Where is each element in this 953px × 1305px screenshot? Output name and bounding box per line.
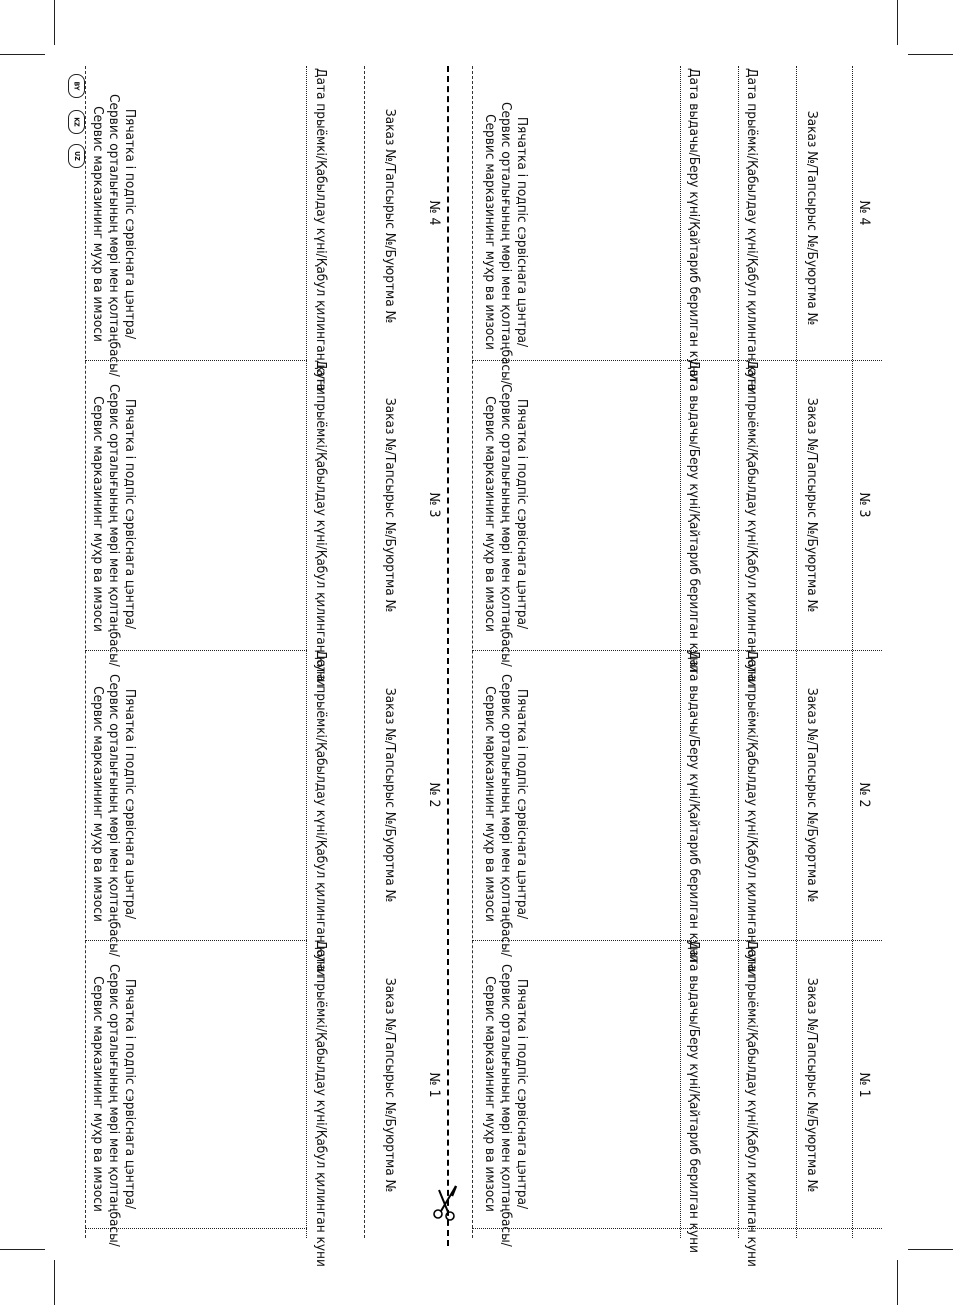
language-badge-by: BY [68,74,85,98]
date-received-label: Дата прыёмкі/Қабылдау күні/Қабул қилинган куни [313,650,329,977]
order-number-label: Заказ №/Тапсырыс №/Буюртма № [382,687,398,903]
column-divider [472,66,473,1238]
scissors-icon [430,1182,464,1222]
column-divider [852,66,853,1238]
crop-mark [897,1260,898,1305]
coupon-divider [472,360,882,361]
crop-mark [908,54,953,55]
stamp-signature-label: Пячатка і подпіс сэрвіснага цэнтра/ Сервис орталығының мөрі мен қолтаңбасы/ Сервис марказининг муҳр ва имзоси [90,384,138,667]
coupon-number: № 1 [856,1072,872,1098]
column-divider [364,66,365,1238]
date-issued-label: Дата выдачы/Беру күні/Қайтариб берилган куни [686,68,702,381]
coupon-divider [472,650,882,651]
date-received-label: Дата прыёмкі/Қабылдау күні/Қабул қилинган куни [313,360,329,687]
order-number-label: Заказ №/Тапсырыс №/Буюртма № [804,397,820,613]
crop-mark [0,54,45,55]
stamp-signature-label: Пячатка і подпіс сэрвіснага цэнтра/ Сервис орталығының мөрі мен қолтаңбасы/ Сервис марказининг муҳр ва имзоси [482,964,530,1247]
date-received-label: Дата прыёмкі/Қабылдау күні/Қабул қилинган куни [744,360,760,687]
cut-line [447,66,449,1246]
date-issued-label: Дата выдачы/Беру күні/Қайтариб берилган куни [686,650,702,963]
crop-mark [0,1249,45,1250]
date-issued-label: Дата выдачы/Беру күні/Қайтариб берилган куни [686,360,702,673]
coupon-number: № 1 [426,1072,442,1098]
order-number-label: Заказ №/Тапсырыс №/Буюртма № [804,110,820,326]
stamp-signature-label: Пячатка і подпіс сэрвіснага цэнтра/ Сервис орталығының мөрі мен қолтаңбасы/ Сервис марказининг муҳр ва имзоси [90,94,138,377]
coupon-number: № 2 [426,782,442,808]
stamp-signature-label: Пячатка і подпіс сэрвіснага цэнтра/ Сервис орталығының мөрі мен қолтаңбасы/ Сервис марказининг муҳр ва имзоси [90,674,138,957]
stamp-signature-label: Пячатка і подпіс сэрвіснага цэнтра/ Сервис орталығының мөрі мен қолтаңбасы/ Сервис марказининг муҳр ва имзоси [482,384,530,667]
date-received-label: Дата прыёмкі/Қабылдау күні/Қабул қилинган куни [744,68,760,395]
column-divider [738,66,739,1238]
stamp-signature-label: Пячатка і подпіс сэрвіснага цэнтра/ Сервис орталығының мөрі мен қолтаңбасы/ Сервис марказининг муҳр ва имзоси [90,964,138,1247]
order-number-label: Заказ №/Тапсырыс №/Буюртма № [804,977,820,1193]
coupon-divider [472,940,882,941]
coupon-number: № 3 [426,492,442,518]
coupon-number: № 3 [856,492,872,518]
crop-mark [897,0,898,45]
date-received-label: Дата прыёмкі/Қабылдау күні/Қабул қилинган куни [313,940,329,1267]
coupon-divider [472,1228,882,1229]
coupon-number: № 4 [856,200,872,226]
order-number-label: Заказ №/Тапсырыс №/Буюртма № [382,977,398,1193]
coupon-number: № 4 [426,200,442,226]
date-received-label: Дата прыёмкі/Қабылдау күні/Қабул қилинган куни [313,68,329,395]
language-badge-kz: KZ [68,110,85,134]
coupon-number: № 2 [856,782,872,808]
stamp-signature-label: Пячатка і подпіс сэрвіснага цэнтра/ Сервис орталығының мөрі мен қолтаңбасы/ Сервис марказининг муҳр ва имзоси [482,102,530,385]
crop-mark [54,0,55,45]
date-issued-label: Дата выдачы/Беру күні/Қайтариб берилган куни [686,940,702,1253]
order-number-label: Заказ №/Тапсырыс №/Буюртма № [804,687,820,903]
stamp-signature-label: Пячатка і подпіс сэрвіснага цэнтра/ Сервис орталығының мөрі мен қолтаңбасы/ Сервис марказининг муҳр ва имзоси [482,674,530,957]
crop-mark [908,1249,953,1250]
crop-mark [54,1260,55,1305]
column-divider [680,66,681,1238]
order-number-label: Заказ №/Тапсырыс №/Буюртма № [382,108,398,324]
column-divider [796,66,797,1238]
order-number-label: Заказ №/Тапсырыс №/Буюртма № [382,397,398,613]
date-received-label: Дата прыёмкі/Қабылдау күні/Қабул қилинган куни [744,940,760,1267]
language-badge-uz: UZ [68,144,85,168]
column-divider [306,66,307,1238]
date-received-label: Дата прыёмкі/Қабылдау күні/Қабул қилинган куни [744,650,760,977]
